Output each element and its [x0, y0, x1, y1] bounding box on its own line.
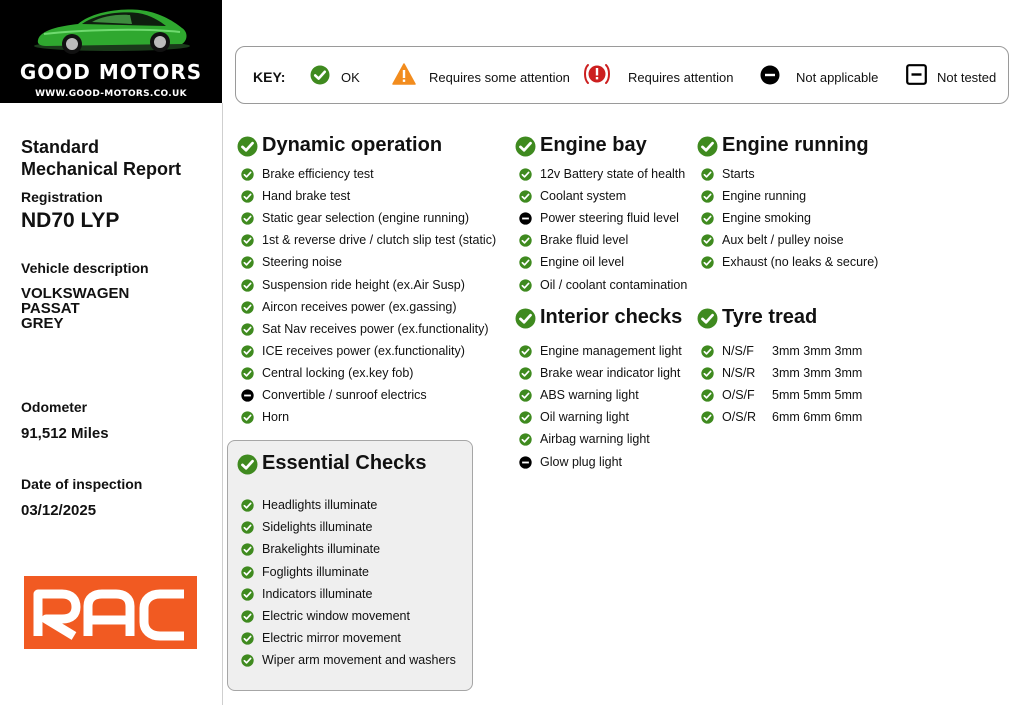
not-applicable-icon — [760, 65, 780, 85]
ok-check-icon — [519, 279, 532, 292]
not-applicable-icon — [519, 456, 532, 469]
section-title-dynamic: Dynamic operation — [262, 134, 443, 156]
registration-label: Registration — [21, 189, 103, 205]
ok-check-icon — [241, 279, 254, 292]
check-item-label: Brake wear indicator light — [540, 366, 681, 381]
car-logo-icon — [0, 0, 222, 62]
tyre-tread-readings: 3mm 3mm 3mm — [772, 366, 863, 381]
ok-check-icon — [241, 323, 254, 336]
ok-check-icon — [241, 190, 254, 203]
check-item-label: ICE receives power (ex.functionality) — [262, 343, 465, 358]
brand-url: WWW.GOOD-MOTORS.CO.UK — [35, 89, 187, 99]
check-item-label: Sat Nav receives power (ex.functionality) — [262, 321, 489, 336]
vehicle-colour: GREY — [21, 315, 64, 332]
sidebar-divider — [222, 103, 223, 705]
ok-check-icon — [519, 234, 532, 247]
ok-check-icon — [241, 543, 254, 556]
tyre-tread-readings: 6mm 6mm 6mm — [772, 410, 863, 425]
rac-logo — [24, 576, 197, 649]
rac-logo-icon — [24, 576, 197, 649]
section-ok-check-icon — [237, 454, 258, 475]
check-item-label: Engine running — [722, 189, 807, 204]
section-title-essential: Essential Checks — [262, 452, 427, 474]
tyre-position: O/S/R — [722, 410, 757, 425]
ok-check-icon — [241, 168, 254, 181]
section-ok-check-icon — [237, 136, 258, 157]
check-item-label: Horn — [262, 410, 290, 425]
section-ok-check-icon — [515, 308, 536, 329]
check-item-label: Airbag warning light — [540, 432, 650, 447]
ok-check-icon — [701, 168, 714, 181]
section-ok-check-icon — [697, 308, 718, 329]
check-item-label: Foglights illuminate — [262, 564, 369, 579]
inspection-date-value: 03/12/2025 — [21, 502, 97, 519]
check-item-label: ABS warning light — [540, 388, 639, 403]
ok-check-icon — [701, 367, 714, 380]
ok-check-icon — [519, 345, 532, 358]
ok-check-icon — [241, 212, 254, 225]
check-item-label: Headlights illuminate — [262, 498, 378, 512]
ok-check-icon — [519, 389, 532, 402]
ok-check-icon — [241, 610, 254, 623]
ok-check-icon — [241, 367, 254, 380]
ok-check-icon — [241, 566, 254, 579]
check-item-label: Oil / coolant contamination — [540, 277, 688, 292]
ok-check-icon — [241, 521, 254, 534]
odometer-label: Odometer — [21, 399, 88, 415]
vehicle-description-label: Vehicle description — [21, 260, 149, 276]
not-applicable-icon — [241, 389, 254, 402]
key-panel — [235, 46, 1009, 104]
brand-logo — [0, 0, 222, 103]
ok-check-icon — [701, 212, 714, 225]
section-title-engine-running: Engine running — [722, 134, 869, 156]
odometer-value: 91,512 Miles — [21, 425, 109, 442]
section-ok-check-icon — [697, 136, 718, 157]
ok-check-icon — [701, 256, 714, 269]
check-item-label: Engine smoking — [722, 211, 811, 226]
check-item-label: Wiper arm movement and washers — [262, 653, 456, 668]
warning-triangle-icon — [392, 63, 416, 85]
registration-value: ND70 LYP — [21, 209, 120, 232]
check-item-label: Suspension ride height (ex.Air Susp) — [262, 277, 465, 292]
check-item-label: Aux belt / pulley noise — [722, 233, 844, 248]
section-title-tyre: Tyre tread — [722, 306, 818, 328]
check-item-label: Brake fluid level — [540, 233, 629, 248]
tyre-tread-readings: 3mm 3mm 3mm — [772, 344, 863, 358]
ok-check-icon — [241, 234, 254, 247]
ok-check-icon — [519, 168, 532, 181]
check-item-label: 12v Battery state of health — [540, 167, 686, 181]
ok-check-icon — [241, 345, 254, 358]
check-item-label: Central locking (ex.key fob) — [262, 365, 414, 380]
ok-check-icon — [241, 588, 254, 601]
check-item-label: Hand brake test — [262, 189, 351, 204]
not-tested-icon — [906, 64, 927, 85]
check-item-label: Engine management light — [540, 344, 682, 358]
alert-icon — [583, 62, 611, 86]
key-label: KEY: — [253, 69, 286, 85]
tyre-position: N/S/R — [722, 366, 756, 381]
check-item-label: Glow plug light — [540, 454, 622, 469]
ok-check-icon — [241, 256, 254, 269]
key-not-tested-label: Not tested — [937, 70, 997, 85]
vehicle-make: VOLKSWAGEN — [21, 285, 130, 302]
ok-check-icon — [519, 433, 532, 446]
check-item-label: Sidelights illuminate — [262, 520, 373, 535]
tyre-tread-readings: 5mm 5mm 5mm — [772, 388, 863, 403]
ok-check-icon — [701, 345, 714, 358]
ok-check-icon — [701, 389, 714, 402]
check-item-label: Oil warning light — [540, 410, 629, 425]
report-title-line1: Standard — [21, 137, 100, 157]
ok-check-icon — [241, 632, 254, 645]
ok-check-icon — [519, 411, 532, 424]
check-item-label: Engine oil level — [540, 255, 625, 270]
ok-check-icon — [241, 654, 254, 667]
section-title-interior: Interior checks — [540, 306, 683, 328]
check-item-label: Indicators illuminate — [262, 586, 373, 601]
tyre-position: O/S/F — [722, 388, 755, 403]
check-item-label: Exhaust (no leaks & secure) — [722, 255, 879, 270]
inspection-date-label: Date of inspection — [21, 476, 143, 492]
ok-check-icon — [519, 256, 532, 269]
ok-check-icon — [519, 367, 532, 380]
ok-check-icon — [701, 411, 714, 424]
check-item-label: Power steering fluid level — [540, 211, 679, 226]
check-item-label: Static gear selection (engine running) — [262, 211, 470, 226]
vehicle-description — [21, 286, 129, 331]
report-title — [21, 136, 181, 180]
not-applicable-icon — [519, 212, 532, 225]
check-item-label: Aircon receives power (ex.gassing) — [262, 299, 457, 314]
ok-check-icon — [701, 234, 714, 247]
check-item-label: Brakelights illuminate — [262, 542, 381, 557]
check-item-label: Brake efficiency test — [262, 167, 374, 181]
key-ok-label: OK — [341, 70, 360, 85]
ok-check-icon — [310, 65, 330, 85]
check-item-label: Coolant system — [540, 189, 627, 204]
ok-check-icon — [241, 301, 254, 314]
key-requires-attention-label: Requires attention — [628, 70, 734, 85]
tyre-position: N/S/F — [722, 344, 754, 358]
ok-check-icon — [241, 499, 254, 512]
check-item-label: 1st & reverse drive / clutch slip test (static) — [262, 233, 497, 248]
section-title-engine-bay: Engine bay — [540, 134, 647, 156]
check-item-label: Convertible / sunroof electrics — [262, 388, 427, 402]
ok-check-icon — [701, 190, 714, 203]
check-item-label: Electric mirror movement — [262, 631, 401, 646]
section-ok-check-icon — [515, 136, 536, 157]
check-item-label: Electric window movement — [262, 609, 410, 623]
report-title-line2: Mechanical Report — [21, 159, 182, 179]
vehicle-model: PASSAT — [21, 300, 80, 317]
key-requires-some-attention-label: Requires some attention — [429, 70, 570, 85]
check-item-label: Steering noise — [262, 255, 342, 270]
key-not-applicable-label: Not applicable — [796, 70, 879, 85]
ok-check-icon — [241, 411, 254, 424]
ok-check-icon — [519, 190, 532, 203]
brand-name: GOOD MOTORS — [19, 60, 203, 84]
check-item-label: Starts — [722, 167, 755, 181]
